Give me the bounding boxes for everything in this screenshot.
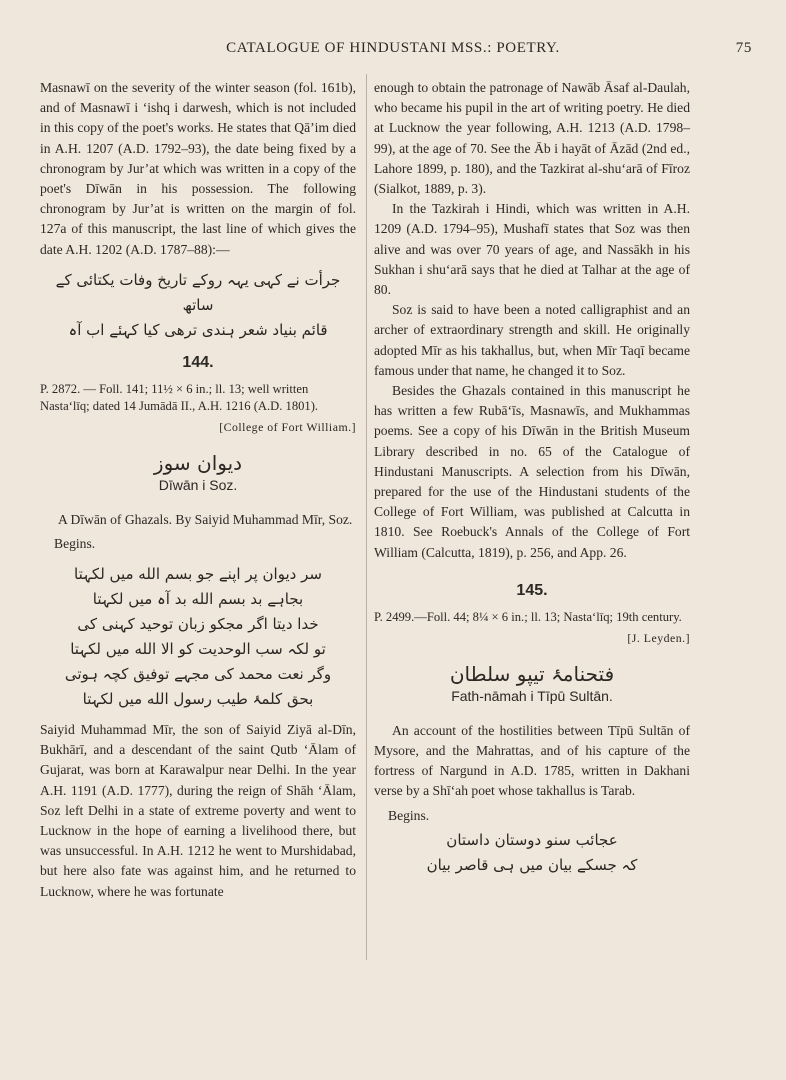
entry-number: 144. <box>182 353 214 371</box>
manuscript-description: P. 2499.—Foll. 44; 8¼ × 6 in.; ll. 13; Nasta‘līq; 19th century. <box>374 610 682 625</box>
page-number: 75 <box>735 40 752 56</box>
work-title: Dīwān i Soz. <box>158 477 238 494</box>
chronogram-verse <box>40 268 356 343</box>
biography-paragraph: Soz is said to have been a noted calligraphist and an archer of extraordinary strength and skill. He originally adopted Mīr as his takhallus, but, when Mīr Taqī became famous under that name, he changed it to Soz. <box>374 302 690 378</box>
opening-verses <box>40 562 356 712</box>
intro-paragraph: Masnawī on the severity of the winter season (fol. 161b), and of Masnawī i ‘ishq i darwesh, which is not included in this copy of the poet's works. He states that Qā’im died in A.H. 1207 (A.D. 1792–93), the date being fixed by a chronogram by Jur’at which was written in a copy of the poet's Dīwān in his possession. The following chronogram by Jur’at is written on the margin of fol. 127a of this manuscript, the last line of which gives the date A.H. 1202 (A.D. 1787–88):— <box>40 80 356 257</box>
chronogram-line: قائم بنیاد شعر ہندی ترھی کیا کہئے اب آہ <box>68 320 328 339</box>
biography-paragraph: Saiyid Muhammad Mīr, the son of Saiyid Ziyā al-Dīn, Bukhārī, and a descendant of the saint Qutb ‘Ālam of Gujarat, was born at Karawalpur near Delhi. In the year A.H. 1191 (A.D. 1777), during the reign of Shāh ‘Ālam, Soz left Delhi in a state of extreme poverty and went to Lucknow in the hope of earning a livelihood there, but was unsuccessful. In A.H. 1212 he went to Murshidabad, but here also fate was against him, and he returned to Lucknow, where he was fortunate <box>40 722 356 899</box>
begins-label: Begins. <box>54 535 96 551</box>
column-divider <box>366 74 367 960</box>
left-column <box>40 78 356 902</box>
right-column <box>374 78 690 878</box>
entry-number: 145. <box>516 581 548 599</box>
running-header <box>0 40 786 57</box>
verse-line: وگر نعت محمد کی مجہے توفیق کچہ ہوتی <box>64 665 332 684</box>
verse-line: خدا دیتا اگر مجکو زبان توحید کہنی کی <box>77 615 319 634</box>
verse-line: سر دیوان پر اپنے جو بسم الله میں لکہتا <box>74 565 322 584</box>
manuscript-source: [College of Fort William.] <box>219 420 356 435</box>
biography-paragraph: Besides the Ghazals contained in this manuscript he has written a few Rubā‘īs, Masnawīs, and Mukhammas poems. See a copy of his Dīwān in the British Museum Library described in no. 65 of the Catalogue of Hindustani Manuscripts. A selection from his Dīwān, prepared for the use of the Hindustani students of the College of Fort William, was published at Calcutta in 1810. See Roebuck's Annals of the College of Fort William (Calcutta, 1819), p. 256, and App. 26. <box>374 383 690 560</box>
verse-line: کہ جسکے بیان میں ہی قاصر بیان <box>426 855 638 874</box>
work-summary: An account of the hostilities between Tīpū Sultān of Mysore, and the Mahrattas, and of his capture of the fortress of Nargund in A.D. 1785, written in Dakhani verse by a Shī‘ah poet whose takhallus is Tarab. <box>374 722 690 799</box>
verse-line: بحق کلمۂ طیب رسول الله میں لکہتا <box>82 690 314 709</box>
manuscript-description: P. 2872. — Foll. 141; 11½ × 6 in.; ll. 13; well written Nasta‘līq; dated 14 Jumādā II., A.H. 1216 (A.D. 1801). <box>40 382 319 414</box>
work-summary: A Dīwān of Ghazals. By Saiyid Muhammad Mīr, Soz. <box>58 511 353 527</box>
manuscript-source: [J. Leyden.] <box>627 631 690 646</box>
header-title: CATALOGUE OF HINDUSTANI MSS.: POETRY. <box>226 40 560 56</box>
verse-line: بجاہے بد بسم الله بد آہ میں لکہتا <box>92 590 304 609</box>
biography-paragraph: In the Tazkirah i Hindi, which was written in A.H. 1209 (A.D. 1794–95), Mushafī states that Soz was then alive and was over 70 years of age, and Nassākh in his Sukhan i shu‘arā says that he died at Talhar at the age of 80. <box>374 201 690 298</box>
chronogram-line: جرأت نے کہی یہہ روکے تاریخ وفات یکتائی کے ساتھ <box>55 270 341 314</box>
work-title-urdu: دیوان سوز <box>153 451 243 476</box>
work-title-urdu: فتحنامۂ تیپو سلطان <box>449 662 615 687</box>
begins-label: Begins. <box>388 807 430 823</box>
verse-line: عجائب سنو دوستان داستان <box>446 830 618 849</box>
opening-verses <box>374 828 690 878</box>
work-title: Fath-nāmah i Tīpū Sultān. <box>451 688 613 705</box>
verse-line: تو لکہ سب الوحدیت کو الا الله میں لکہتا <box>70 640 326 659</box>
biography-continued: enough to obtain the patronage of Nawāb Āsaf al-Daulah, who became his pupil in the art of writing poetry. He died at Lucknow the year following, A.H. 1213 (A.D. 1798–99), at the age of 70. See the Āb i hayāt of Āzād (2nd ed., Lahore 1899, p. 180), and the Tazkirat al-shu‘arā of Fīroz (Sialkot, 1889, p. 3). <box>374 80 690 197</box>
